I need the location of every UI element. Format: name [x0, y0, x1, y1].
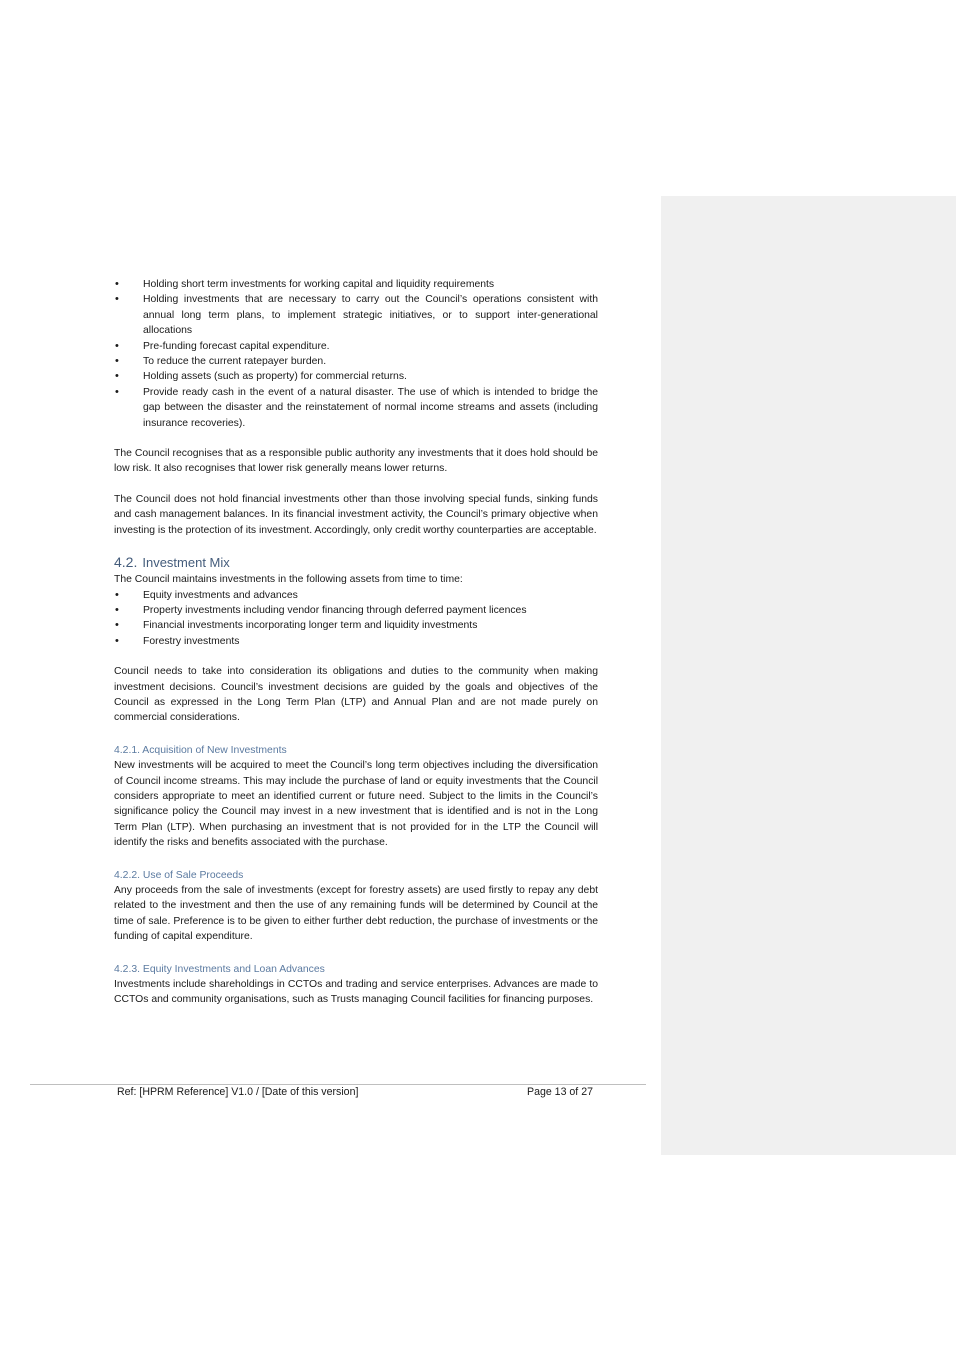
risk-paragraph: The Council recognises that as a responsible public authority any investments that it does hold should be low risk. It also recognises that lower risk generally means lower returns. — [114, 448, 598, 475]
subsection-heading-acquisition: 4.2.1. Acquisition of New Investments — [114, 744, 287, 756]
list-item: • Provide ready cash in the event of a natural disaster. The use of which is intended to bridge the gap between the disaster and the reinstatement of normal income streams and assets (including insurance recoveries). — [114, 385, 598, 431]
section-title: Investment Mix — [142, 555, 230, 571]
list-item: • Forestry investments — [114, 634, 598, 649]
funds-paragraph: The Council does not hold financial investments other than those involving special funds, sinking funds and cash management balances. In its financial investment activity, the Council’s primary objective when investing is the protection of its investment. Accordingly, only credit worthy counterparties are acceptable. — [114, 493, 598, 536]
subsection-heading-equity: 4.2.3. Equity Investments and Loan Advances — [114, 963, 325, 975]
list-item: • Holding assets (such as property) for commercial returns. — [114, 369, 598, 384]
section-heading-investment-mix — [114, 553, 598, 572]
list-item: • Pre-funding forecast capital expenditure. — [114, 339, 598, 354]
investment-mix-list — [114, 588, 598, 650]
investment-mix-intro: The Council maintains investments in the following assets from time to time: — [114, 574, 463, 586]
sale-proceeds-paragraph: Any proceeds from the sale of investments (except for forestry assets) are used firstly to repay any debt related to the investment and then the use of any remaining funds will be determined by Council at the time of sale. Preference is to be given to either further debt reduction, the purchase of investments or the funding of capital expenditure. — [114, 885, 598, 943]
purpose-bullet-list — [114, 277, 598, 431]
obligations-paragraph: Council needs to take into consideration its obligations and duties to the community when making investment decisions. Council’s investment decisions are guided by the goals and objectives of the Council as expressed in the Long Term Plan (LTP) and Annual Plan and are not made purely on commercial considerations. — [114, 666, 598, 724]
list-item: • Financial investments incorporating longer term and liquidity investments — [114, 618, 598, 633]
list-item: • Equity investments and advances — [114, 588, 598, 603]
acquisition-paragraph: New investments will be acquired to meet the Council’s long term objectives including the diversification of Council income streams. This may include the purchase of land or equity investments that the Council considers appropriate to meet an identified current or future need. Subject to the limits in the Council’s significance policy the Council may invest in a new investment that is identified and is not in the Long Term Plan (LTP). When purchasing an investment that is not provided for in the LTP the Council will identify the risks and benefits associated with the purchase. — [114, 760, 598, 849]
list-item: • To reduce the current ratepayer burden. — [114, 354, 598, 369]
list-item: • Holding investments that are necessary to carry out the Council’s operations consistent with annual long term plans, to implement strategic initiatives, or to support inter-generational allocations — [114, 292, 598, 338]
subsection-heading-sale-proceeds: 4.2.2. Use of Sale Proceeds — [114, 869, 244, 881]
list-item: • Holding short term investments for working capital and liquidity requirements — [114, 277, 598, 292]
footer-page-number: Page 13 of 27 — [527, 1086, 593, 1098]
page-body — [114, 277, 598, 1008]
comment-margin-pane — [661, 196, 956, 1155]
section-number: 4.2. — [114, 554, 138, 571]
list-item: • Property investments including vendor financing through deferred payment licences — [114, 603, 598, 618]
footer-reference: Ref: [HPRM Reference] V1.0 / [Date of this version] — [117, 1086, 359, 1098]
equity-paragraph: Investments include shareholdings in CCTOs and trading and service enterprises. Advances are made to CCTOs and community organisations, such as Trusts managing Council facilities for financing purposes. — [114, 979, 598, 1006]
